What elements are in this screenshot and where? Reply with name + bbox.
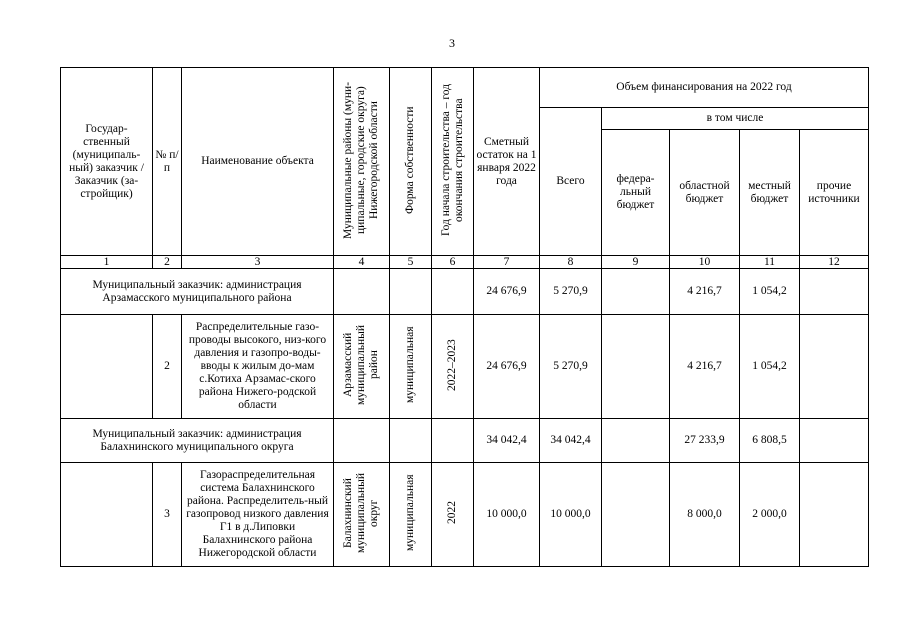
item-total: 5 270,9 bbox=[540, 315, 602, 419]
section-federal bbox=[602, 419, 670, 463]
item-ownership: муниципальная bbox=[390, 463, 432, 567]
item-total: 10 000,0 bbox=[540, 463, 602, 567]
column-number: 4 bbox=[334, 256, 390, 269]
cell-empty bbox=[61, 463, 153, 567]
section-customer-balakhna: Муниципальный заказчик: администрация Балахнинского муниципального округа bbox=[61, 419, 334, 463]
section-local: 6 808,5 bbox=[740, 419, 800, 463]
cell-empty bbox=[334, 419, 390, 463]
header-financing: Объем финансирования на 2022 год bbox=[540, 68, 869, 108]
cell-empty bbox=[390, 419, 432, 463]
section-estimated-balance: 24 676,9 bbox=[474, 269, 540, 315]
header-object-name: Наименование объекта bbox=[182, 68, 334, 256]
section-total: 5 270,9 bbox=[540, 269, 602, 315]
item-local: 2 000,0 bbox=[740, 463, 800, 567]
header-including: в том числе bbox=[602, 108, 869, 130]
column-number: 9 bbox=[602, 256, 670, 269]
header-local: местный бюджет bbox=[740, 130, 800, 256]
column-number: 1 bbox=[61, 256, 153, 269]
item-regional: 8 000,0 bbox=[670, 463, 740, 567]
section-local: 1 054,2 bbox=[740, 269, 800, 315]
page-number: 3 bbox=[449, 36, 455, 50]
section-customer-arzamas: Муниципальный заказчик: администрация Арзамасского муниципального района bbox=[61, 269, 334, 315]
column-number: 2 bbox=[153, 256, 182, 269]
cell-empty bbox=[334, 269, 390, 315]
item-federal bbox=[602, 463, 670, 567]
column-number: 10 bbox=[670, 256, 740, 269]
column-number: 3 bbox=[182, 256, 334, 269]
item-other bbox=[800, 463, 869, 567]
item-local: 1 054,2 bbox=[740, 315, 800, 419]
item-other bbox=[800, 315, 869, 419]
item-number: 3 bbox=[153, 463, 182, 567]
item-district: Арзамасский муниципальный район bbox=[334, 315, 390, 419]
section-estimated-balance: 34 042,4 bbox=[474, 419, 540, 463]
header-customer: Государ-ственный (муниципаль-ный) заказчик / Заказчик (за-стройщик) bbox=[61, 68, 153, 256]
item-federal bbox=[602, 315, 670, 419]
header-districts: Муниципальные районы (муни-ципальные, городские округа) Нижегородской области bbox=[334, 68, 390, 256]
item-estimated-balance: 24 676,9 bbox=[474, 315, 540, 419]
column-number: 8 bbox=[540, 256, 602, 269]
section-federal bbox=[602, 269, 670, 315]
item-district: Балахнинский муниципальный округ bbox=[334, 463, 390, 567]
item-regional: 4 216,7 bbox=[670, 315, 740, 419]
header-federal: федера-льный бюджет bbox=[602, 130, 670, 256]
section-regional: 27 233,9 bbox=[670, 419, 740, 463]
section-other bbox=[800, 419, 869, 463]
item-ownership: муниципальная bbox=[390, 315, 432, 419]
section-other bbox=[800, 269, 869, 315]
cell-empty bbox=[432, 269, 474, 315]
item-name: Распределительные газо-проводы высокого, низ-кого давления и газопро-воды-вводы к жилым до-мам с.Котиха Арзамас-ского района Нижего-родской области bbox=[182, 315, 334, 419]
header-years: Год начала строительства – год окончания строительства bbox=[432, 68, 474, 256]
column-number: 6 bbox=[432, 256, 474, 269]
section-regional: 4 216,7 bbox=[670, 269, 740, 315]
item-years: 2022–2023 bbox=[432, 315, 474, 419]
header-ownership: Форма собственности bbox=[390, 68, 432, 256]
section-total: 34 042,4 bbox=[540, 419, 602, 463]
column-number: 11 bbox=[740, 256, 800, 269]
cell-empty bbox=[432, 419, 474, 463]
header-number: № п/п bbox=[153, 68, 182, 256]
header-regional: областной бюджет bbox=[670, 130, 740, 256]
cell-empty bbox=[61, 315, 153, 419]
column-number: 7 bbox=[474, 256, 540, 269]
header-estimated-balance: Сметный остаток на 1 января 2022 года bbox=[474, 68, 540, 256]
header-other: прочие источники bbox=[800, 130, 869, 256]
item-name: Газораспределительная система Балахнинского района. Распределитель-ный газопровод низкого давления Г1 в д.Липовки Балахнинского района Нижегородской области bbox=[182, 463, 334, 567]
item-number: 2 bbox=[153, 315, 182, 419]
financing-table bbox=[60, 67, 869, 567]
column-number: 12 bbox=[800, 256, 869, 269]
column-number: 5 bbox=[390, 256, 432, 269]
cell-empty bbox=[390, 269, 432, 315]
item-years: 2022 bbox=[432, 463, 474, 567]
item-estimated-balance: 10 000,0 bbox=[474, 463, 540, 567]
header-total: Всего bbox=[540, 108, 602, 256]
